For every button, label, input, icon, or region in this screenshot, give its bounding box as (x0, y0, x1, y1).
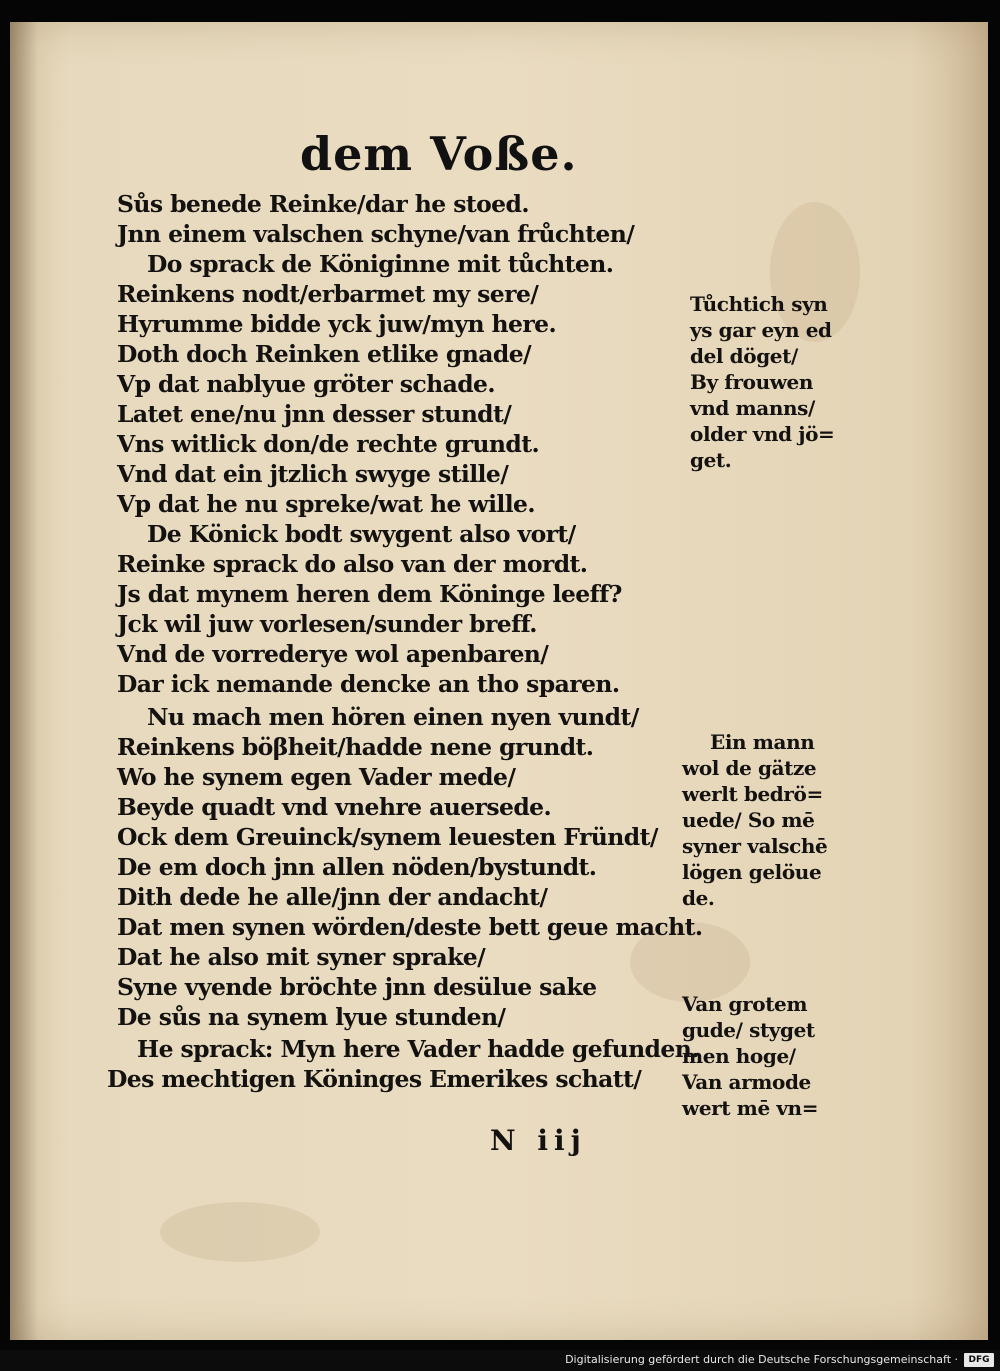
marginal-gloss-line: werlt bedrö= (682, 782, 823, 806)
text-line: Nu mach men hören einen nyen vundt/ (147, 703, 639, 731)
text-line: Dar ick nemande dencke an tho sparen. (117, 670, 620, 698)
marginal-gloss-line: Van armode (682, 1070, 811, 1094)
text-line: Ock dem Greuinck/synem leuesten Fründt/ (117, 823, 658, 851)
marginal-gloss-line: wol de gätze (682, 756, 817, 780)
dfg-logo: DFG (964, 1353, 994, 1367)
text-line: Vnd de vorrederye wol apenbaren/ (117, 640, 549, 668)
marginal-gloss-line: de. (682, 886, 715, 910)
text-line: Jnn einem valschen schyne/van frůchten/ (117, 220, 635, 248)
text-line: Vp dat nablyue gröter schade. (117, 370, 495, 398)
marginal-gloss-line: del döget/ (690, 344, 798, 368)
text-line: Dat he also mit syner sprake/ (117, 943, 486, 971)
marginal-gloss-line: syner valschē (682, 834, 828, 858)
marginal-gloss-line: gude/ styget (682, 1018, 815, 1042)
text-line: Reinke sprack do also van der mordt. (117, 550, 588, 578)
main-text-block (10, 22, 710, 1222)
marginal-gloss-line: Tůchtich syn (690, 292, 828, 316)
signature-mark: N iij (490, 1124, 587, 1157)
text-line: Dat men synen wörden/deste bett geue macht. (117, 913, 703, 941)
text-line: Reinkens nodt/erbarmet my sere/ (117, 280, 539, 308)
text-line: Do sprack de Königinne mit tůchten. (147, 250, 614, 278)
marginal-gloss-line: older vnd jö= (690, 422, 835, 446)
marginal-gloss-line: men hoge/ (682, 1044, 796, 1068)
book-page (10, 22, 988, 1340)
text-line: Sůs benede Reinke/dar he stoed. (117, 190, 529, 218)
text-line: Reinkens böβheit/hadde nene grundt. (117, 733, 594, 761)
text-line: De Könick bodt swygent also vort/ (147, 520, 576, 548)
marginal-gloss-line: wert mē vn= (682, 1096, 819, 1120)
text-line: Des mechtigen Köninges Emerikes schatt/ (107, 1065, 642, 1093)
text-line: Latet ene/nu jnn desser stundt/ (117, 400, 512, 428)
text-line: Dith dede he alle/jnn der andacht/ (117, 883, 548, 911)
marginal-gloss-line: lögen gelöue (682, 860, 822, 884)
marginal-gloss-line: Van grotem (682, 992, 808, 1016)
marginal-gloss-line: By frouwen (690, 370, 813, 394)
running-head: dem Voße. (300, 127, 578, 181)
text-line: De em doch jnn allen nöden/bystundt. (117, 853, 597, 881)
marginal-gloss-line: ys gar eyn ed (690, 318, 832, 342)
text-line: De sůs na synem lyue stunden/ (117, 1003, 506, 1031)
text-line: Hyrumme bidde yck juw/myn here. (117, 310, 557, 338)
text-line: Jck wil juw vorlesen/sunder breff. (117, 610, 537, 638)
text-line: Js dat mynem heren dem Köninge leeff? (117, 580, 622, 608)
text-line: Vnd dat ein jtzlich swyge stille/ (117, 460, 509, 488)
text-line: Doth doch Reinken etlike gnade/ (117, 340, 532, 368)
footer-credit: Digitalisierung gefördert durch die Deutsche Forschungsgemeinschaft · (565, 1353, 958, 1366)
text-line: Beyde quadt vnd vnehre auersede. (117, 793, 552, 821)
text-line: Vp dat he nu spreke/wat he wille. (117, 490, 535, 518)
text-line: Syne vyende bröchte jnn desülue sake (117, 973, 597, 1001)
text-line: Wo he synem egen Vader mede/ (117, 763, 516, 791)
footer-bar (0, 1350, 1000, 1371)
text-line: Vns witlick don/de rechte grundt. (117, 430, 540, 458)
marginal-gloss-line: get. (690, 448, 732, 472)
text-line: He sprack: Myn here Vader hadde gefunden. (137, 1035, 699, 1063)
marginal-gloss-line: vnd manns/ (690, 396, 815, 420)
marginal-gloss-line: Ein mann (710, 730, 815, 754)
marginal-gloss-line: uede/ So mē (682, 808, 815, 832)
